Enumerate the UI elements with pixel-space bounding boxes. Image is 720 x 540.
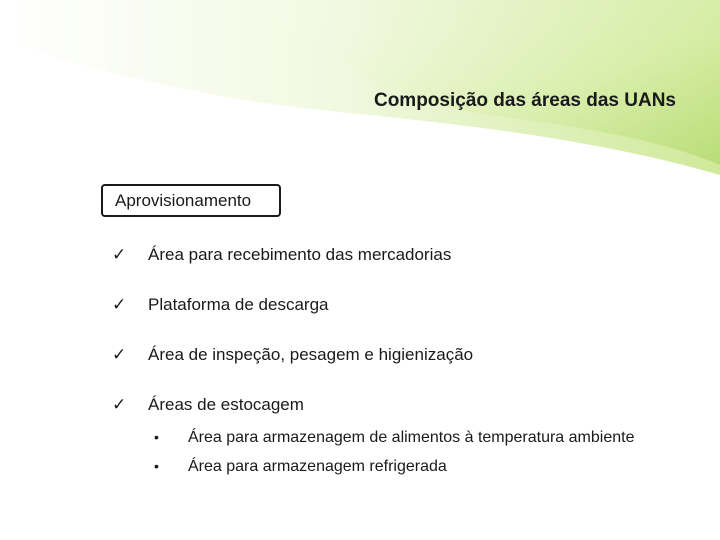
checkmark-icon: ✓	[112, 295, 127, 314]
list-item	[112, 243, 634, 267]
bullet-icon: •	[154, 429, 159, 445]
checkmark-icon: ✓	[112, 345, 127, 364]
list-item-text: Área para recebimento das mercadorias	[148, 245, 452, 264]
checkmark-icon: ✓	[112, 245, 127, 264]
list-item-text: Plataforma de descarga	[148, 295, 329, 314]
list-item	[112, 393, 634, 481]
list-item-body	[148, 393, 634, 481]
checkmark-icon: ✓	[112, 395, 127, 414]
list-item-text: Área de inspeção, pesagem e higienização	[148, 345, 474, 364]
bullet-icon: •	[154, 458, 159, 474]
section-label-box	[101, 184, 281, 217]
slide-title: Composição das áreas das UANs	[373, 90, 676, 111]
sub-list	[154, 423, 634, 481]
list-item	[112, 343, 634, 367]
list-item-text: Áreas de estocagem	[148, 395, 304, 414]
section-label: Aprovisionamento	[115, 190, 252, 210]
list-item	[112, 293, 634, 317]
sub-list-item	[154, 452, 634, 481]
sub-list-item-text: Área para armazenagem refrigerada	[188, 458, 447, 475]
checklist	[112, 243, 634, 507]
sub-list-item-text: Área para armazenagem de alimentos à temperatura ambiente	[188, 429, 635, 446]
sub-list-item	[154, 423, 634, 452]
